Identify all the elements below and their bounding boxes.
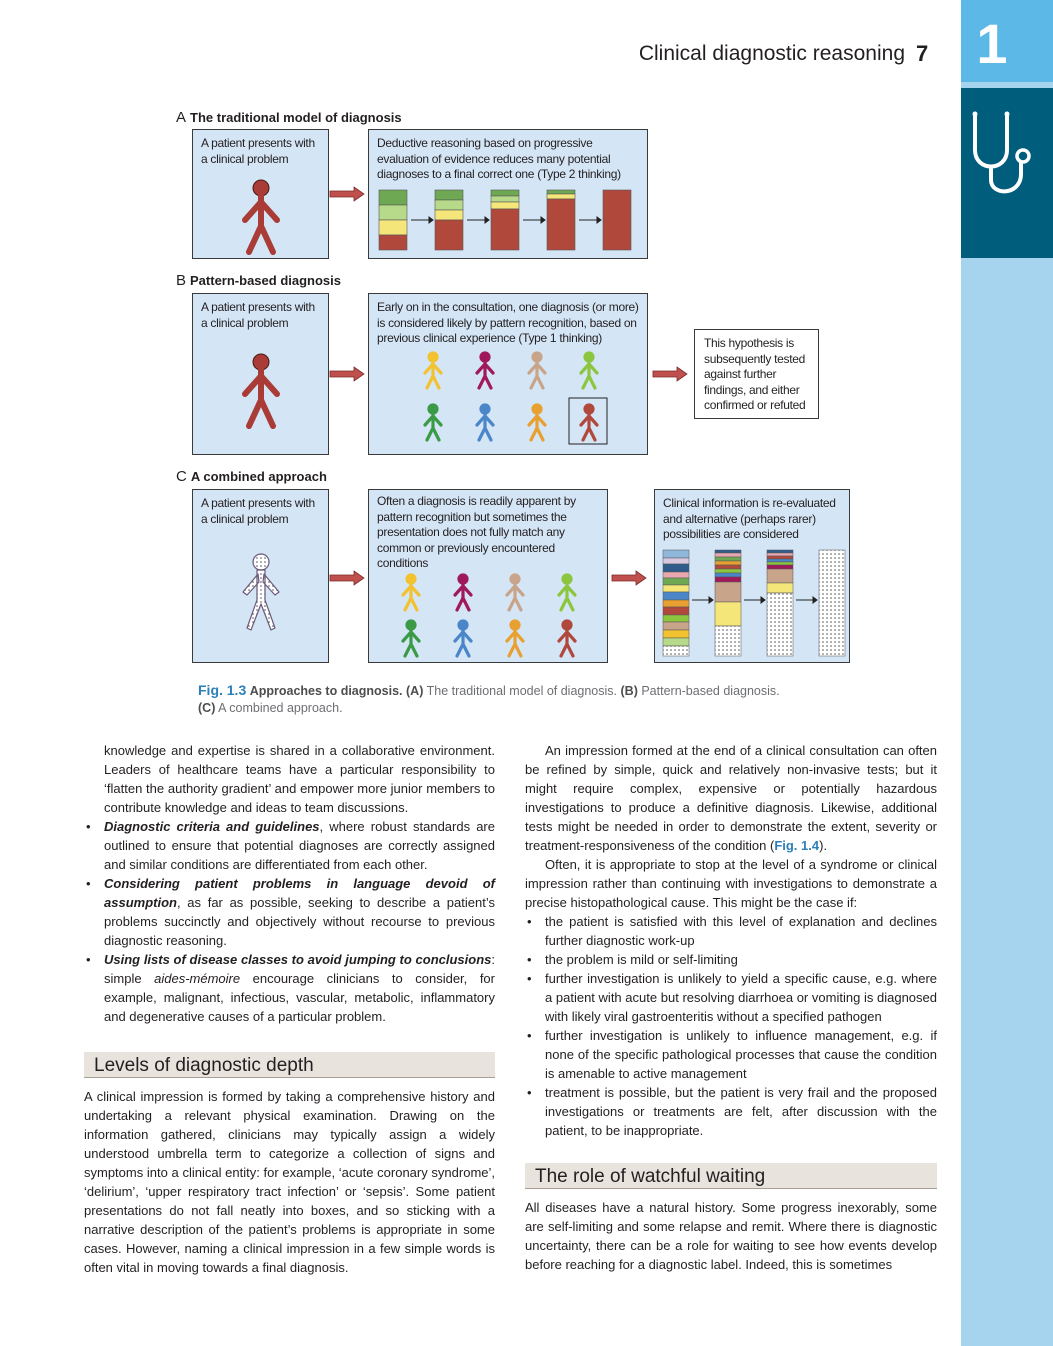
- caption-figure-id: Fig. 1.3: [198, 682, 247, 698]
- caption-title: Approaches to diagnosis.: [249, 684, 403, 698]
- figure-1-3: [170, 105, 850, 670]
- caption-label-b: (B): [620, 684, 638, 698]
- paragraph: An impression formed at the end of a clinical consultation can often be refined by simple, quick and relatively non-invasive tests; but it might require complex, expensive or potentially hazardous investigations to produce a definitive diagnosis. Likewise, additional tests might be needed in order to demonstrate the extent, severity or treatment-responsiveness of the condition (Fig. 1.4).: [525, 743, 937, 853]
- reevaluation-bars-diagram: [661, 548, 847, 658]
- caption-label-c: (C): [198, 701, 216, 715]
- section-heading-levels: Levels of diagnostic depth: [84, 1052, 495, 1078]
- panel-b-patient-box: [192, 293, 329, 455]
- panel-title: Pattern-based diagnosis: [190, 273, 341, 288]
- arrow-icon: [612, 571, 648, 585]
- page-number: 7: [916, 41, 929, 66]
- list-item: • further investigation is unlikely to influence management, e.g. if none of the specific pathological processes that cause the condition is amenable to active management: [525, 1026, 937, 1083]
- pattern-figures-grid: [375, 574, 595, 658]
- patient-text: A patient presents with a clinical problem: [201, 136, 315, 166]
- list-item: • Considering patient problems in language devoid of assumption, as far as possible, seeking to describe a patient’s problems succinctly and objectively without recourse to previous diagnostic reasoning.: [84, 874, 495, 950]
- stethoscope-icon: [961, 88, 1053, 258]
- panel-b-process-box: [368, 293, 648, 455]
- panel-letter: C: [176, 468, 187, 485]
- list-item: • the patient is satisfied with this level of explanation and declines further diagnostic work-up: [525, 912, 937, 950]
- list-item: • further investigation is unlikely to yield a specific cause, e.g. where a patient with acute but resolving diarrhoea or vomiting is diagnosed with likely viral gastroenteritis without a specified pathogen: [525, 969, 937, 1026]
- list-item: • Diagnostic criteria and guidelines, where robust standards are outlined to ensure that potential diagnoses are correctly assigned and similar conditions are differentiated from each other.: [84, 817, 495, 874]
- figure-caption: [198, 682, 798, 717]
- undifferentiated-patient-icon: [231, 552, 291, 636]
- outcome-text: Clinical information is re-evaluated and alternative (perhaps rarer) possibilities are considered: [663, 496, 836, 541]
- outcome-text: This hypothesis is subsequently tested against further findings, and either confirmed or refuted: [704, 336, 806, 412]
- caption-label-a: (A): [406, 684, 424, 698]
- process-text: Often a diagnosis is readily apparent by pattern recognition but sometimes the presentation does not fully match any common or previously encountered conditions: [377, 494, 576, 570]
- panel-title: The traditional model of diagnosis: [190, 110, 402, 125]
- running-head: Clinical diagnostic reasoning: [638, 42, 905, 65]
- arrow-icon: [653, 367, 689, 381]
- arrow-icon: [330, 367, 366, 381]
- patient-text: A patient presents with a clinical problem: [201, 300, 315, 330]
- list-item: • the problem is mild or self-limiting: [525, 950, 937, 969]
- paragraph: All diseases have a natural history. Some progress inexorably, some are self-limiting and some relapse and remit. Where there is diagnostic uncertainty, there can be a role for waiting to see how events develop before reaching for a diagnostic label. Indeed, this is sometimes: [525, 1200, 937, 1272]
- chapter-icon-panel: [961, 88, 1053, 258]
- patient-figure-icon: [231, 178, 291, 258]
- panel-title: A combined approach: [190, 469, 327, 484]
- panel-letter: A: [176, 109, 187, 126]
- panel-letter: B: [176, 272, 187, 289]
- list-item: • Using lists of disease classes to avoid jumping to conclusions: simple aides-mémoire encourage clinicians to consider, for example, malignant, infectious, vascular, metabolic, inflammatory and degenerative causes of a particular problem.: [84, 950, 495, 1026]
- process-text: Early on in the consultation, one diagnosis (or more) is considered likely by pattern recognition, based on previous clinical experience (Type 1 thinking): [377, 300, 639, 345]
- paragraph: A clinical impression is formed by taking a comprehensive history and undertaking a relevant physical examination. Drawing on the information gathered, clinicians may typically assign a widely understood umbrella term to categorize a collection of signs and symptoms into a clinical entity: for example, ‘acute coronary syndrome’, ‘delirium’, ‘upper respiratory tract infection’ or ‘sepsis’. Some patient presentations do not fall neatly into boxes, and so sticking with a narrative description of the patient’s problems is appropriate in some cases. However, naming a clinical impression in a few simple words is often vital in moving towards a final diagnosis.: [84, 1089, 495, 1275]
- continued-paragraph: knowledge and expertise is shared in a collaborative environment. Leaders of healthcare teams have a particular responsibility to ‘flatten the authority gradient’ and empower more junior members to contribute knowledge and ideas to team discussions.: [104, 743, 495, 815]
- pattern-figures-grid: [379, 352, 639, 452]
- patient-figure-icon: [231, 352, 291, 432]
- right-column-bottom: [525, 1198, 937, 1274]
- panel-c-outcome-box: [654, 489, 850, 663]
- panel-c-patient-box: [192, 489, 329, 663]
- caption-text-b: Pattern-based diagnosis.: [641, 684, 780, 698]
- panel-c-process-box: [368, 489, 608, 663]
- left-column-bottom: [84, 1087, 495, 1277]
- panel-a-process-box: [368, 129, 648, 259]
- process-text: Deductive reasoning based on progressive evaluation of evidence reduces many potential diagnoses to a final correct one (Type 2 thinking): [377, 136, 621, 181]
- caption-text-a: The traditional model of diagnosis.: [426, 684, 618, 698]
- left-column-top: [84, 741, 495, 1026]
- panel-a-patient-box: [192, 129, 329, 259]
- panel-b-outcome-box: [694, 329, 819, 419]
- panel-b-label: [176, 272, 341, 289]
- arrow-icon: [330, 571, 366, 585]
- section-heading-watchful-waiting: The role of watchful waiting: [525, 1163, 937, 1189]
- chapter-number: 1: [976, 12, 1008, 75]
- right-column-top: [525, 741, 937, 1140]
- patient-text: A patient presents with a clinical problem: [201, 496, 315, 526]
- figure-link[interactable]: Fig. 1.4: [774, 838, 820, 853]
- arrow-icon: [330, 187, 366, 201]
- paragraph: Often, it is appropriate to stop at the level of a syndrome or clinical impression rather than continuing with investigations to demonstrate a precise histopathological cause. This might be the case if:: [525, 857, 937, 910]
- panel-a-label: [176, 109, 402, 126]
- caption-text-c: A combined approach.: [218, 701, 343, 715]
- narrowing-bars-diagram: [377, 188, 647, 252]
- list-item: • treatment is possible, but the patient is very frail and the proposed investigations or treatments are felt, after discussion with the patient, to be inappropriate.: [525, 1083, 937, 1140]
- panel-c-label: [176, 468, 327, 485]
